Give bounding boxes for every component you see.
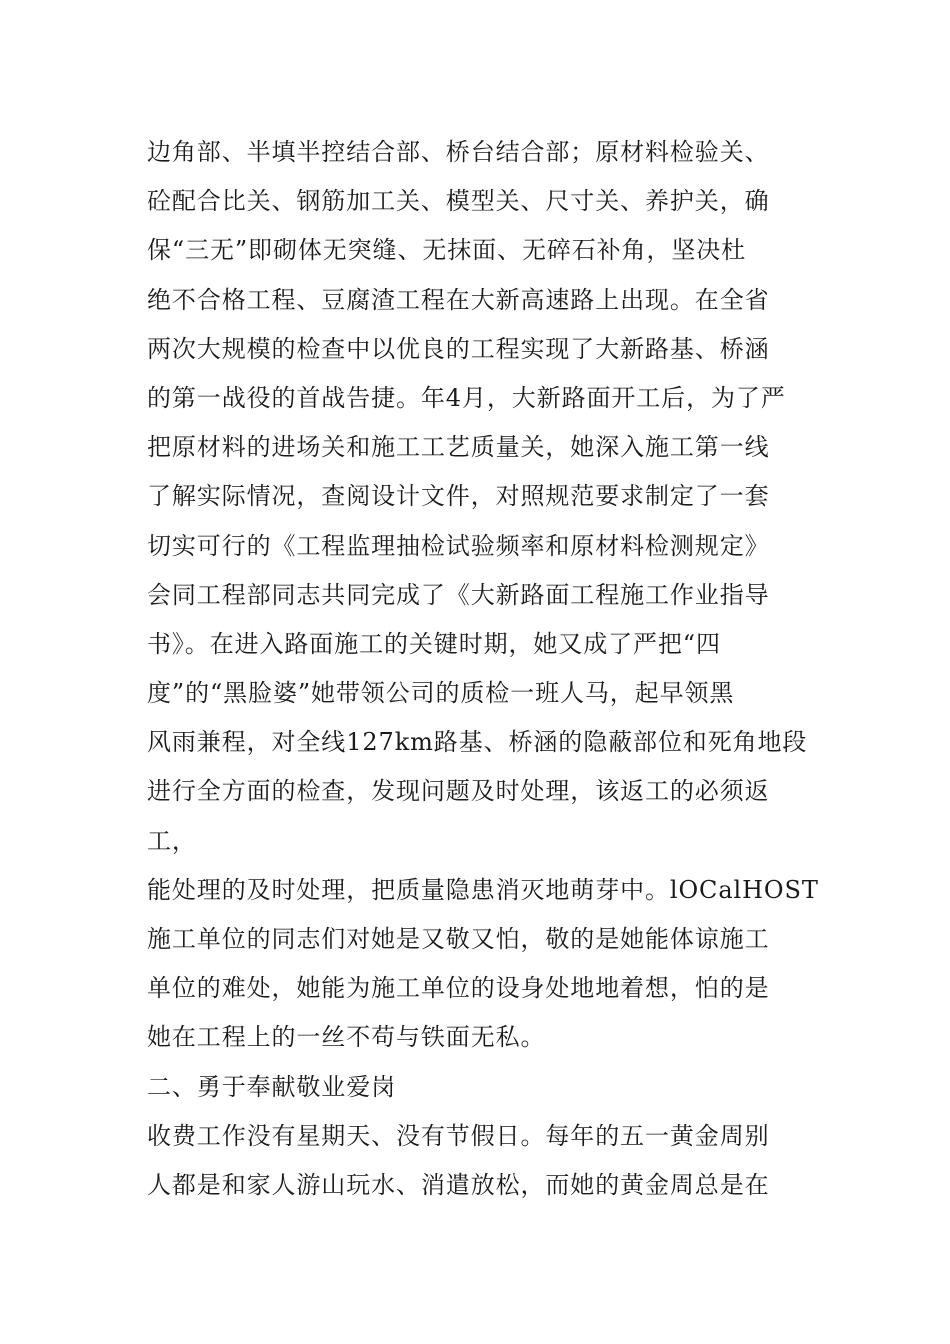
text-line: 会同工程部同志共同完成了《大新路面工程施工作业指导 [147, 580, 770, 609]
text-line: 单位的难处，她能为施工单位的设身处地地着想，怕的是 [147, 974, 770, 1003]
text-line: 人都是和家人游山玩水、消遣放松，而她的黄金周总是在 [147, 1170, 770, 1199]
text-line: 施工单位的同志们对她是又敬又怕，敬的是她能体谅施工 [147, 925, 770, 953]
text-line: 进行全方面的检查，发现问题及时处理，该返工的必须返 [147, 777, 770, 806]
text-line: 边角部、半填半控结合部、桥台结合部；原材料检验关、 [147, 138, 770, 166]
text-line: 的第一战役的首战告捷。年4月，大新路面开工后，为了严 [147, 383, 786, 412]
text-line: 书》。在进入路面施工的关键时期，她又成了严把“四 [147, 629, 721, 658]
text-line: 保“三无”即砌体无突缝、无抹面、无碎石补角，坚决杜 [147, 236, 747, 265]
section-heading: 二、勇于奉献敬业爱岗 [147, 1072, 396, 1101]
text-line: 砼配合比关、钢筋加工关、模型关、尺寸关、养护关，确 [147, 187, 770, 216]
text-line: 绝不合格工程、豆腐渣工程在大新高速路上出现。在全省 [147, 285, 770, 314]
text-line: 收费工作没有星期天、没有节假日。每年的五一黄金周别 [147, 1121, 770, 1150]
text-line: 能处理的及时处理，把质量隐患消灭地萌芽中。lOCalHOST [147, 875, 819, 904]
text-line: 了解实际情况，查阅设计文件，对照规范要求制定了一套 [147, 482, 770, 511]
text-line: 工， [147, 826, 197, 855]
text-line: 她在工程上的一丝不苟与铁面无私。 [147, 1023, 546, 1052]
text-line: 切实可行的《工程监理抽检试验频率和原材料检测规定》 [147, 531, 770, 560]
text-line: 两次大规模的检查中以优良的工程实现了大新路基、桥涵 [147, 334, 770, 363]
text-line: 把原材料的进场关和施工工艺质量关，她深入施工第一线 [147, 433, 770, 462]
text-line: 度”的“黑脸婆”她带领公司的质检一班人马，起早领黑 [147, 679, 735, 708]
body-text [147, 128, 817, 1210]
text-line: 风雨兼程，对全线127km路基、桥涵的隐蔽部位和死角地段 [147, 728, 808, 757]
